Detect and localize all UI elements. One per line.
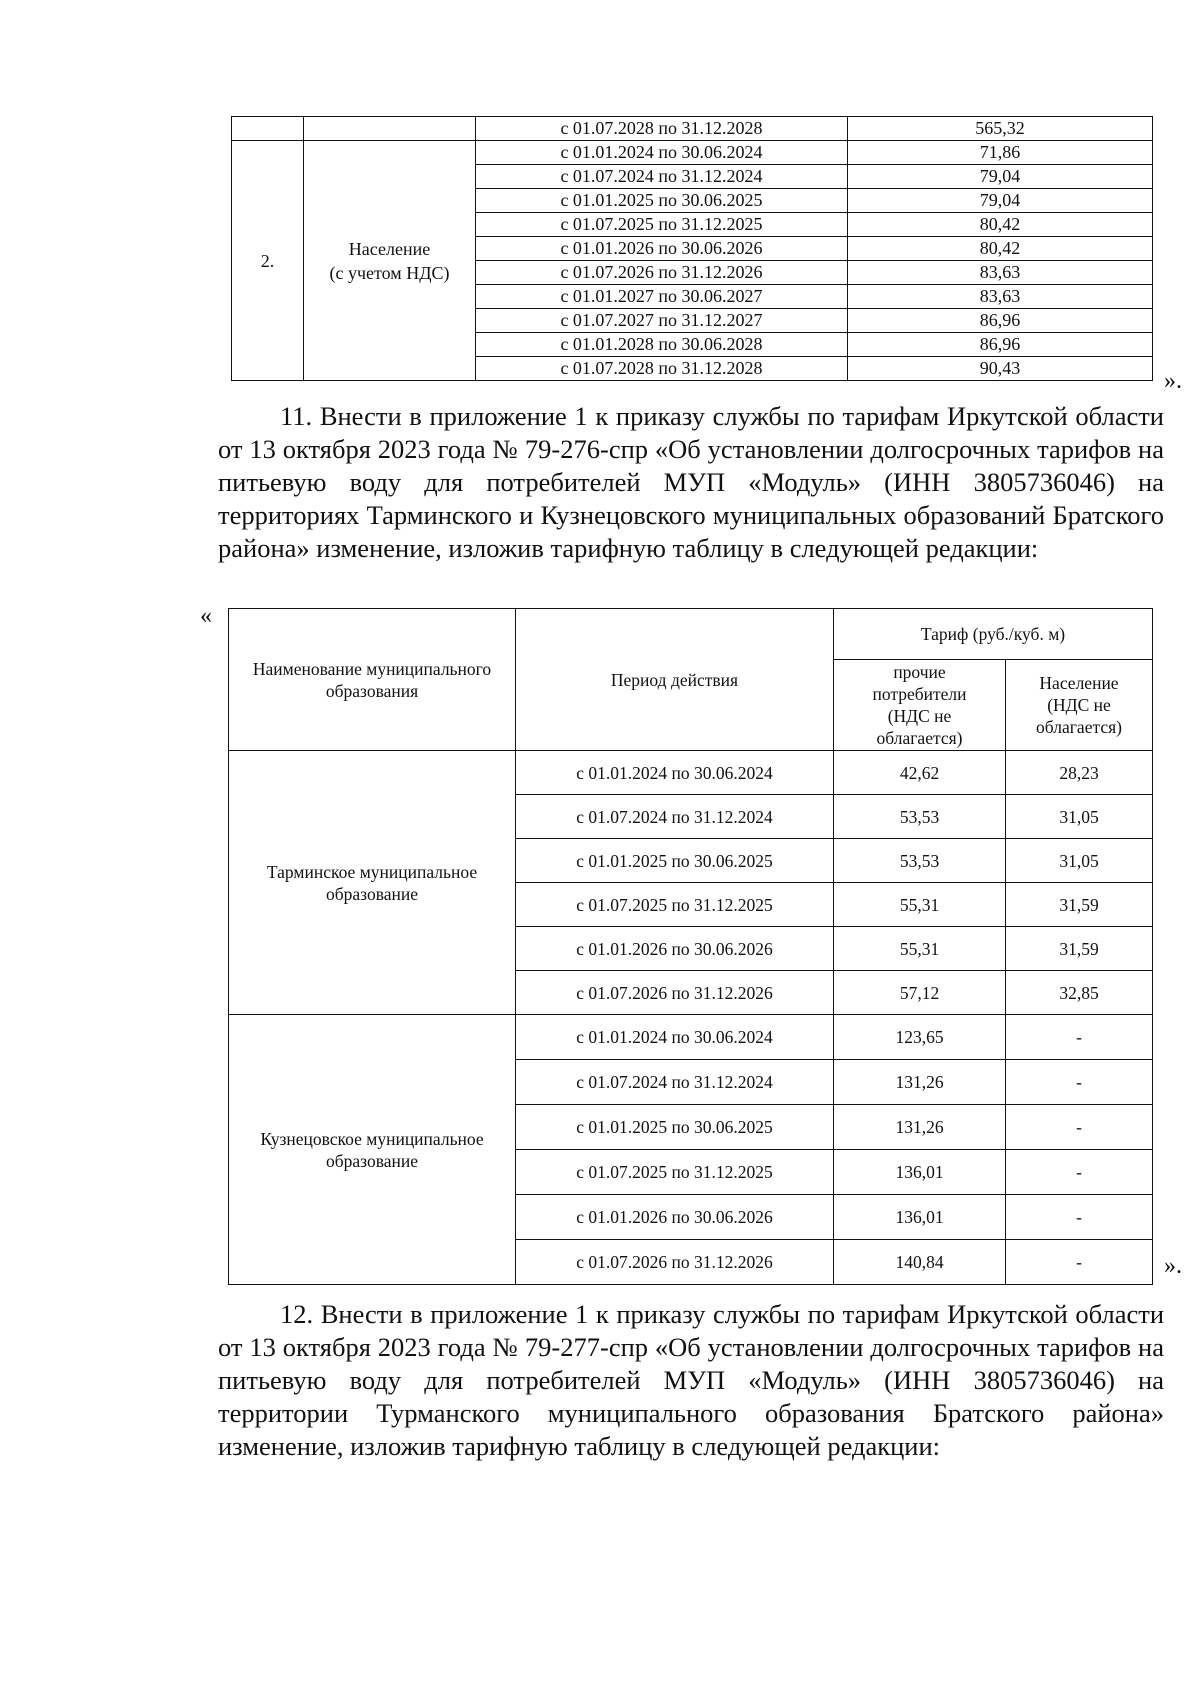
table-row xyxy=(232,117,1153,141)
value-cell: 80,42 xyxy=(848,237,1153,261)
row-number: 2. xyxy=(232,141,304,381)
header-name: Наименование муниципального образования xyxy=(229,609,516,751)
population-cell: 28,23 xyxy=(1006,751,1153,795)
period-cell: с 01.01.2025 по 30.06.2025 xyxy=(476,189,848,213)
value-cell: 80,42 xyxy=(848,213,1153,237)
table-row xyxy=(229,751,1153,795)
table-row xyxy=(229,1015,1153,1060)
value-cell: 565,32 xyxy=(848,117,1153,141)
number-cell xyxy=(232,117,304,141)
population-cell: - xyxy=(1006,1240,1153,1285)
other-cell: 131,26 xyxy=(834,1105,1006,1150)
population-cell: - xyxy=(1006,1195,1153,1240)
tariff-table-2 xyxy=(228,608,1153,1285)
other-cell: 55,31 xyxy=(834,883,1006,927)
name-cell xyxy=(304,117,476,141)
municipality-name: Кузнецовское муниципальное образование xyxy=(229,1015,516,1285)
population-cell: - xyxy=(1006,1015,1153,1060)
paragraph-12 xyxy=(218,1298,1164,1463)
population-cell: 31,59 xyxy=(1006,883,1153,927)
group-name-line2: (с учетом НДС) xyxy=(329,262,450,283)
group-name-line1: Население xyxy=(348,238,431,259)
paragraph-number: 12. xyxy=(280,1299,314,1329)
other-cell: 136,01 xyxy=(834,1150,1006,1195)
header-population: Население (НДС не облагается) xyxy=(1006,660,1153,751)
opening-quote: « xyxy=(200,603,212,629)
population-cell: 32,85 xyxy=(1006,971,1153,1015)
table-row xyxy=(232,141,1153,165)
value-cell: 83,63 xyxy=(848,261,1153,285)
other-cell: 53,53 xyxy=(834,795,1006,839)
other-cell: 131,26 xyxy=(834,1060,1006,1105)
period-cell: с 01.01.2026 по 30.06.2026 xyxy=(516,1195,834,1240)
period-cell: с 01.07.2025 по 31.12.2025 xyxy=(516,883,834,927)
population-cell: - xyxy=(1006,1060,1153,1105)
tariff-table-1 xyxy=(231,116,1153,381)
population-cell: - xyxy=(1006,1105,1153,1150)
paragraph-text: Внести в приложение 1 к приказу службы по тарифам Иркутской области от 13 октября 2023 года № 79-277-спр «Об установлении долгосрочных тарифов на питьевую воду для потребителей МУП «Модуль» (ИНН 3805736046) на территории Турманского муниципального образования Братского района» изменение, изложив тарифную таблицу в следующей редакции: xyxy=(218,1299,1164,1461)
population-cell: 31,05 xyxy=(1006,839,1153,883)
value-cell: 86,96 xyxy=(848,309,1153,333)
other-cell: 53,53 xyxy=(834,839,1006,883)
population-cell: 31,05 xyxy=(1006,795,1153,839)
municipality-name: Тарминское муниципальное образование xyxy=(229,751,516,1015)
period-cell: с 01.07.2027 по 31.12.2027 xyxy=(476,309,848,333)
period-cell: с 01.07.2026 по 31.12.2026 xyxy=(476,261,848,285)
period-cell: с 01.07.2025 по 31.12.2025 xyxy=(476,213,848,237)
other-cell: 42,62 xyxy=(834,751,1006,795)
period-cell: с 01.01.2028 по 30.06.2028 xyxy=(476,333,848,357)
header-tariff: Тариф (руб./куб. м) xyxy=(834,609,1153,660)
header-other-consumers: прочие потребители (НДС не облагается) xyxy=(834,660,1006,751)
period-cell: с 01.07.2024 по 31.12.2024 xyxy=(476,165,848,189)
table-header-row xyxy=(229,609,1153,660)
population-cell: - xyxy=(1006,1150,1153,1195)
closing-quote-2: ». xyxy=(1164,1253,1182,1279)
period-cell: с 01.01.2024 по 30.06.2024 xyxy=(516,751,834,795)
closing-quote: ». xyxy=(1164,368,1182,394)
period-cell: с 01.07.2026 по 31.12.2026 xyxy=(516,971,834,1015)
value-cell: 86,96 xyxy=(848,333,1153,357)
value-cell: 71,86 xyxy=(848,141,1153,165)
period-cell: с 01.01.2024 по 30.06.2024 xyxy=(476,141,848,165)
period-cell: с 01.07.2028 по 31.12.2028 xyxy=(476,117,848,141)
other-cell: 55,31 xyxy=(834,927,1006,971)
period-cell: с 01.01.2026 по 30.06.2026 xyxy=(516,927,834,971)
period-cell: с 01.01.2026 по 30.06.2026 xyxy=(476,237,848,261)
period-cell: с 01.07.2026 по 31.12.2026 xyxy=(516,1240,834,1285)
period-cell: с 01.01.2025 по 30.06.2025 xyxy=(516,839,834,883)
paragraph-number: 11. xyxy=(280,401,313,431)
other-cell: 123,65 xyxy=(834,1015,1006,1060)
population-cell: 31,59 xyxy=(1006,927,1153,971)
other-cell: 57,12 xyxy=(834,971,1006,1015)
period-cell: с 01.01.2025 по 30.06.2025 xyxy=(516,1105,834,1150)
paragraph-text: Внести в приложение 1 к приказу службы по тарифам Иркутской области от 13 октября 2023 года № 79-276-спр «Об установлении долгосрочных тарифов на питьевую воду для потребителей МУП «Модуль» (ИНН 3805736046) на территориях Тарминского и Кузнецовского муниципальных образований Братского района» изменение, изложив тарифную таблицу в следующей редакции: xyxy=(218,401,1164,563)
period-cell: с 01.01.2027 по 30.06.2027 xyxy=(476,285,848,309)
value-cell: 90,43 xyxy=(848,357,1153,381)
value-cell: 83,63 xyxy=(848,285,1153,309)
period-cell: с 01.07.2025 по 31.12.2025 xyxy=(516,1150,834,1195)
group-name xyxy=(304,141,476,381)
period-cell: с 01.01.2024 по 30.06.2024 xyxy=(516,1015,834,1060)
value-cell: 79,04 xyxy=(848,189,1153,213)
value-cell: 79,04 xyxy=(848,165,1153,189)
other-cell: 140,84 xyxy=(834,1240,1006,1285)
paragraph-11 xyxy=(218,400,1164,565)
period-cell: с 01.07.2028 по 31.12.2028 xyxy=(476,357,848,381)
other-cell: 136,01 xyxy=(834,1195,1006,1240)
header-period: Период действия xyxy=(516,609,834,751)
period-cell: с 01.07.2024 по 31.12.2024 xyxy=(516,795,834,839)
period-cell: с 01.07.2024 по 31.12.2024 xyxy=(516,1060,834,1105)
